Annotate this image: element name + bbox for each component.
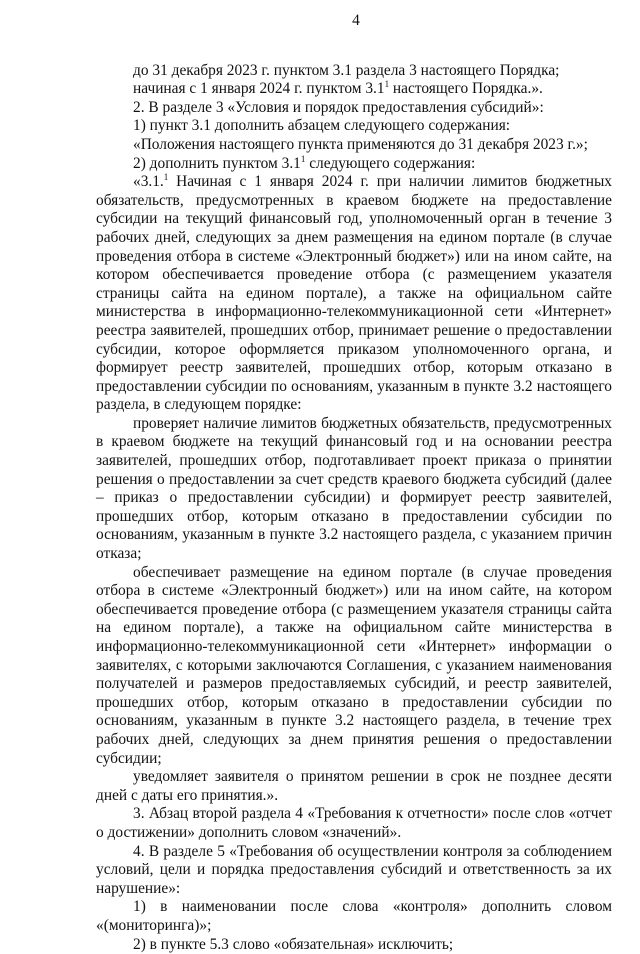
- page-number: 4: [96, 12, 612, 31]
- paragraph: обеспечивает размещение на едином портале (в случае проведения отбора в системе «Электронный бюджет») или на ином сайте, на котором обеспечивается проведение отбора (с размещением указателя страницы сайта на едином портале), а также на официальном сайте министерства в информационно-телекоммуникационной сети «Интернет» информации о заявителях, с которыми заключаются Соглашения, с указанием наименования получателей и размеров предоставляемых субсидий, и реестр заявителей, прошедших отбор, которым отказано в предоставлении субсидии по основаниям, указанным в пункте 3.2 настоящего раздела, в течение трех рабочих дней, следующих за днем принятия решения о предоставлении субсидии;: [96, 564, 612, 769]
- paragraph: начиная с 1 января 2024 г. пунктом $3.1^1$ настоящего Порядка.».: [96, 80, 612, 99]
- paragraph: до 31 декабря 2023 г. пунктом 3.1 раздела 3 настоящего Порядка;: [96, 62, 612, 81]
- paragraph: 1) пункт 3.1 дополнить абзацем следующего содержания:: [96, 117, 612, 136]
- paragraph: проверяет наличие лимитов бюджетных обязательств, предусмотренных в краевом бюджете на текущий финансовый год и на основании реестра заявителей, прошедших отбор, подготавливает проект приказа о принятии решения о предоставлении за счет средств краевого бюджета субсидий (далее – приказ о предоставлении субсидии) и формирует реестр заявителей, прошедших отбор, которым отказано в предоставлении субсидии по основаниям, указанным в пункте 3.2 настоящего раздела, с указанием причин отказа;: [96, 415, 612, 564]
- paragraph: 4. В разделе 5 «Требования об осуществлении контроля за соблюдением условий, цели и порядка предоставления субсидий и ответственность за их нарушение»:: [96, 843, 612, 899]
- paragraph: 1) в наименовании после слова «контроля» дополнить словом «(мониторинга)»;: [96, 898, 612, 935]
- superscript: 1: [301, 154, 306, 164]
- paragraph: 2. В разделе 3 «Условия и порядок предоставления субсидий»:: [96, 99, 612, 118]
- paragraph: «3.1.$^1$ Начиная с 1 января 2024 г. при наличии лимитов бюджетных обязательств, предусмотренных в краевом бюджете на предоставление субсидии на текущий финансовый год, уполномоченный орган в течение 3 рабочих дней, следующих за днем размещения на едином портале (в случае проведения отбора в системе «Электронный бюджет») или на ином сайте, на котором обеспечивается проведение отбора (с размещением указателя страницы сайта на едином портале), а также на официальном сайте министерства в информационно-телекоммуникационной сети «Интернет» реестра заявителей, прошедших отбор, принимает решение о предоставлении субсидии, которое оформляется приказом уполномоченного органа, и формирует реестр заявителей, прошедших отбор, которым отказано в предоставлении субсидии по основаниям, указанным в пункте 3.2 настоящего раздела, в следующем порядке:: [96, 173, 612, 415]
- paragraph: «Положения настоящего пункта применяются до 31 декабря 2023 г.»;: [96, 136, 612, 155]
- superscript: 1: [385, 79, 390, 89]
- paragraph: уведомляет заявителя о принятом решении в срок не позднее десяти дней с даты его принятия.».: [96, 768, 612, 805]
- paragraph: 2) дополнить пунктом $3.1^1$ следующего содержания:: [96, 155, 612, 174]
- document-page: [96, 12, 612, 954]
- paragraph: 3. Абзац второй раздела 4 «Требования к отчетности» после слов «отчет о достижении» дополнить словом «значений».: [96, 805, 612, 842]
- paragraph: 2) в пункте 5.3 слово «обязательная» исключить;: [96, 936, 612, 954]
- superscript: 1: [164, 172, 169, 182]
